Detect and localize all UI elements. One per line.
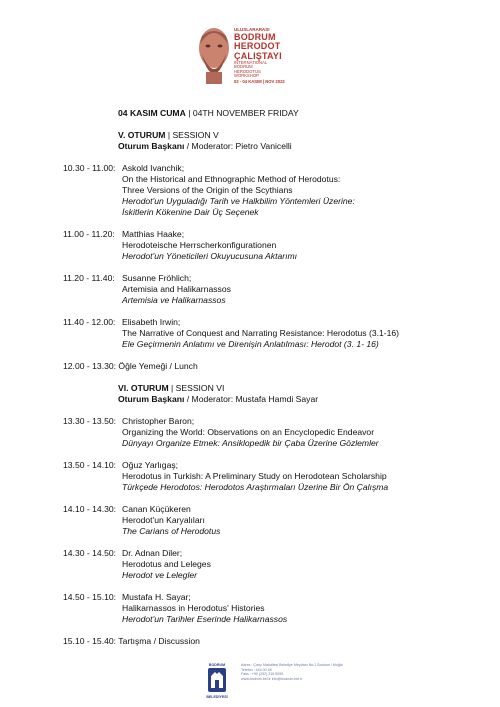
talk-title-tr: Herodot'un Yöneticileri Okuyucusuna Aktarımı (122, 251, 298, 261)
talk-speaker: Susanne Fröhlich; (122, 273, 192, 283)
talk-speaker: Askold Ivanchik; (122, 163, 185, 173)
footer-logo-text2: BELEDİYESİ (206, 695, 228, 699)
talk-time: 10.30 - 11.00: (63, 163, 116, 173)
logo-sub4: WORKSHOP (234, 73, 259, 79)
talk-time: 11.20 - 11.40: (63, 273, 115, 283)
talk-title-tr: Ele Geçirmenin Anlatımı ve Direnişin Anlatılması: Herodot (3. 1- 16) (122, 339, 379, 349)
talk-title-tr: Herodot'un Uyguladığı Tarih ve Halkbilim Yöntemleri Üzerine: (122, 196, 355, 206)
talk-title: Herodot'un Karyalıları (122, 515, 205, 525)
talk-speaker: Elisabeth Irwin; (122, 317, 181, 327)
talk-title-tr: Herodot ve Lelegler (122, 570, 198, 580)
talk-time: 14.50 - 15.10: (63, 592, 117, 602)
talk-speaker: Dr. Adnan Diler; (122, 548, 183, 558)
talk-title-tr: Herodot'un Tarihler Eserinde Halikarnassos (122, 614, 288, 624)
talk-title: On the Historical and Ethnographic Method of Herodotus: (122, 174, 341, 184)
talk-title-tr: Artemisia ve Halikarnassos (122, 295, 226, 305)
talk-time: 13.30 - 13.50: (63, 416, 117, 426)
logo-line3: ÇALIŞTAYI (234, 50, 282, 61)
workshop-logo (196, 20, 316, 92)
logo-sub3: HERODOTUS (234, 68, 261, 74)
talk-speaker: Matthias Haake; (122, 229, 185, 239)
footer-contact (241, 663, 343, 681)
footer-phone: Telefon : 444 00 48 (241, 667, 272, 672)
talk-title: Artemisia and Halikarnassos (122, 284, 231, 294)
talk-speaker: Oğuz Yarlıgaş; (122, 460, 179, 470)
logo-line1: BODRUM (234, 31, 276, 42)
talk-title-tr: İskitlerin Kökenine Dair Üç Seçenek (122, 207, 259, 217)
logo-date: 02 - 04 KASIM | NOV 2022 (234, 78, 285, 84)
day-heading: 04 KASIM CUMA | 04TH NOVEMBER FRIDAY (118, 108, 299, 118)
lunch-break: 12.00 - 13.30: Öğle Yemeği / Lunch (63, 361, 198, 371)
footer-logo-text1: BODRUM (208, 663, 226, 667)
talk-title-tr: Türkçede Herodotos: Herodotos Araştırmaları Üzerine Bir Ön Çalışma (122, 482, 389, 492)
session-6-title: VI. OTURUM | SESSION VI (118, 383, 225, 393)
logo-sub1: INTERNATIONAL (234, 60, 268, 66)
herodotus-bust-icon (196, 24, 232, 86)
talk-time: 11.40 - 12.00: (63, 317, 116, 327)
talk-time: 14.30 - 14.50: (63, 548, 117, 558)
talk-title: The Narrative of Conquest and Narrating Resistance: Herodotus (3.1-16) (122, 328, 400, 338)
footer-address: Adres : Çarşı Mahallesi Belediye Meydanı No:1 Bodrum / Muğla (241, 663, 343, 667)
talk-title: Herodoteische Herrscherkonfigurationen (122, 240, 277, 250)
talk-speaker: Christopher Baron; (122, 416, 195, 426)
talk-title: Halikarnassos in Herodotus' Histories (122, 603, 265, 613)
talk-title-tr: The Carians of Herodotus (122, 526, 221, 536)
talk-title: Organizing the World: Observations on an Encyclopedic Endeavor (122, 427, 375, 437)
discussion: 15.10 - 15.40: Tartışma / Discussion (63, 636, 200, 646)
logo-sub2: BODRUM (234, 64, 253, 70)
talk-title: Herodotus and Leleges (122, 559, 211, 569)
footer-fax: Faks : +90 (252) 316 5059 (241, 672, 284, 677)
session-5-title: V. OTURUM | SESSION V (118, 130, 219, 140)
talk-title: Herodotus in Turkish: A Preliminary Study on Herodotean Scholarship (122, 471, 387, 481)
session-5-chair: Oturum Başkanı / Moderator: Pietro Vanicelli (118, 141, 292, 151)
logo-wordmark (234, 28, 285, 84)
talk-speaker: Canan Küçükeren (122, 504, 191, 514)
talk-time: 13.50 - 14.10: (63, 460, 117, 470)
session-6-chair: Oturum Başkanı / Moderator: Mustafa Hamdi Sayar (118, 394, 319, 404)
logo-small: ULUSLARARASI (234, 27, 270, 32)
talk-time: 14.10 - 14.30: (63, 504, 117, 514)
talk-title-tr: Dünyayı Organize Etmek: Ansiklopedik bir Çaba Üzerine Gözlemler (122, 438, 379, 448)
talk-time: 11.00 - 11.20: (63, 229, 115, 239)
talk-title: Three Versions of the Origin of the Scythians (122, 185, 293, 195)
talk-speaker: Mustafa H. Sayar; (122, 592, 191, 602)
municipality-logo-icon (203, 661, 231, 701)
logo-line2: HERODOT (234, 41, 281, 52)
footer-web[interactable]: www.bodrum.bel.tr info@bodrum.bel.tr (241, 676, 303, 681)
